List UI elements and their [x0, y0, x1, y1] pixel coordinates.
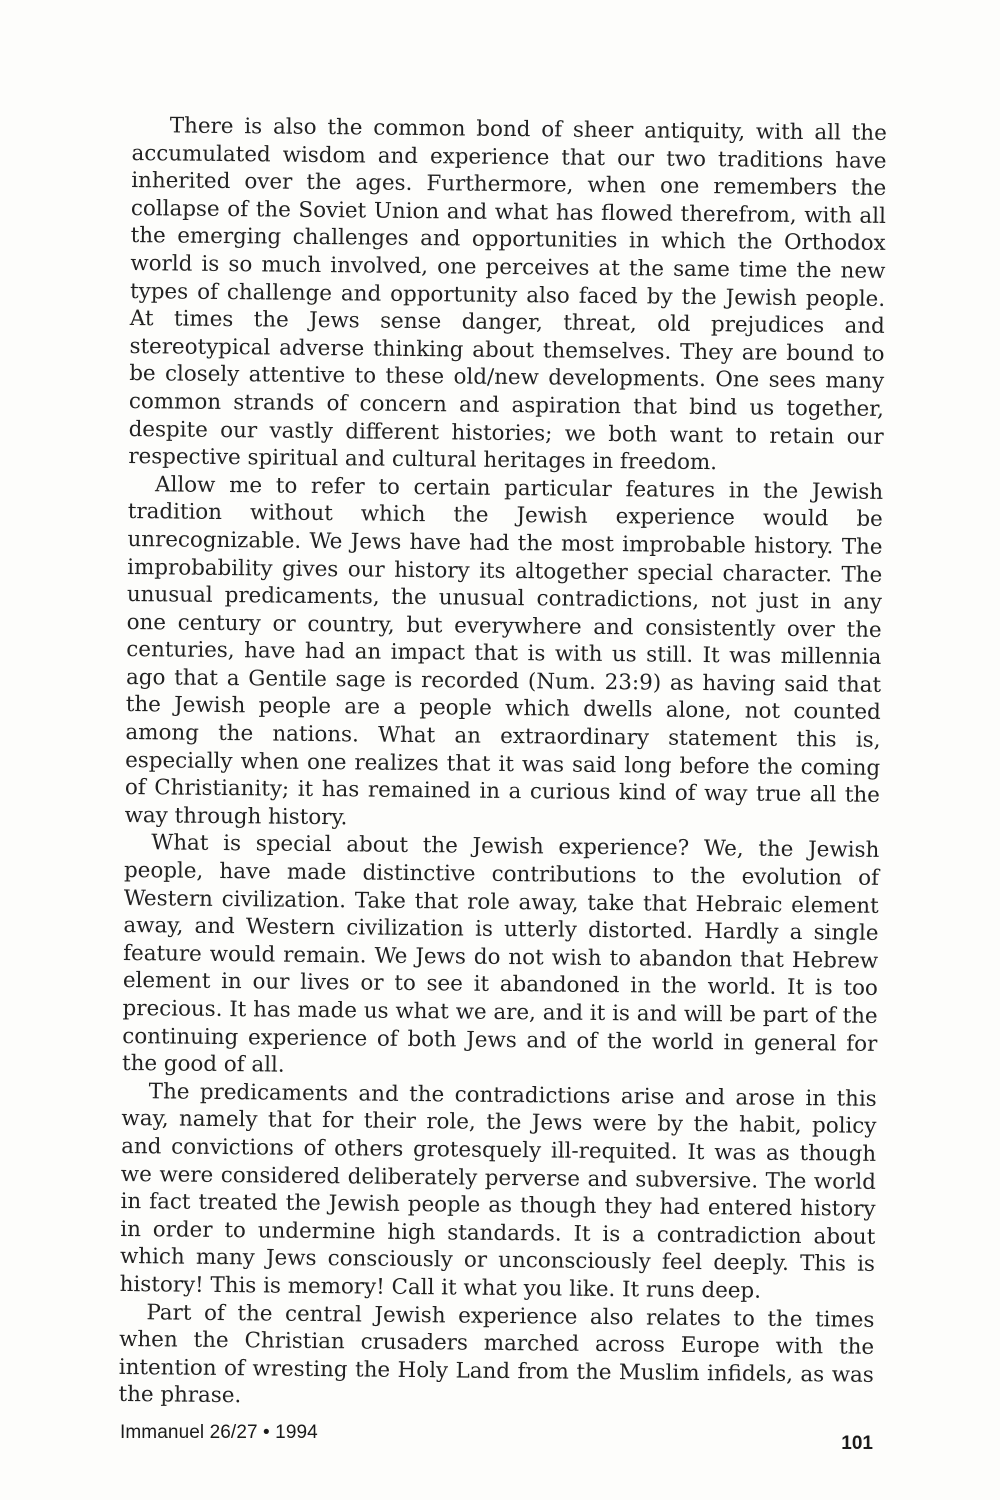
paragraph: What is special about the Jewish experience? We, the Jewish people, have made distinctive contributions to the evolution of Western civilization. Take that role away, take that Hebraic element away, and Western civilization is utterly distorted. Hardly a single feature would remain. We Jews do not wish to abandon that Hebrew element in our lives or to see it abandoned in the world. It is too precious. It has made us what we are, and it is and will be part of the continuing experience of both Jews and of the world in general for the good of all.: [121, 830, 880, 1078]
body-text: [118, 112, 887, 1417]
journal-citation: Immanuel 26/27 • 1994: [120, 1422, 318, 1443]
page-number: 101: [841, 1433, 873, 1454]
paragraph: Allow me to refer to certain particular features in the Jewish tradition without which the Jewish experience would be unrecognizable. We Jews have had the most improbable history. The improbability gives our history its altogether special character. The unusual predicaments, the unusual contradictions, not just in any one century or country, but everywhere and consistently over the centuries, have had an impact that is with us still. It was millennia ago that a Gentile sage is recorded (Num. 23:9) as having said that the Jewish people are a people which dwells alone, not counted among the nations. What an extraordinary statement this is, especially when one realizes that it was said long before the coming of Christianity; it has remained in a curious kind of way true all the way through history.: [124, 471, 884, 831]
paragraph: There is also the common bond of sheer antiquity, with all the accumulated wisdom and experience that our two traditions have inherited over the ages. Furthermore, when one remembers the collapse of the Soviet Union and what has flowed therefrom, with all the emerging challenges and opportunities in which the Orthodox world is so much involved, one perceives at the same time the new types of challenge and opportunity also faced by the Jewish people. At times the Jews sense danger, threat, old prejudices and stereotypical adverse thinking about themselves. They are bound to be closely attentive to these old/new developments. One sees many common strands of concern and aspiration that bind us together, despite our vastly different histories; we both want to retain our respective spiritual and cultural heritages in freedom.: [128, 113, 887, 476]
paragraph: The predicaments and the contradictions arise and arose in this way, namely that for their role, the Jews were by the habit, policy and convictions of others grotesquely ill-requited. It was as though we were considered deliberately perverse and subversive. The world in fact treated the Jewish people as though they had entered history in order to undermine high standards. It is a contradiction about which many Jews consciously or unconsciously feel deeply. This is history! This is memory! Call it what you like. It runs deep.: [119, 1079, 877, 1304]
paragraph: Part of the central Jewish experience also relates to the times when the Christian crusaders marched across Europe with the intention of wresting the Holy Land from the Muslim infidels, as was the phrase.: [118, 1299, 875, 1409]
